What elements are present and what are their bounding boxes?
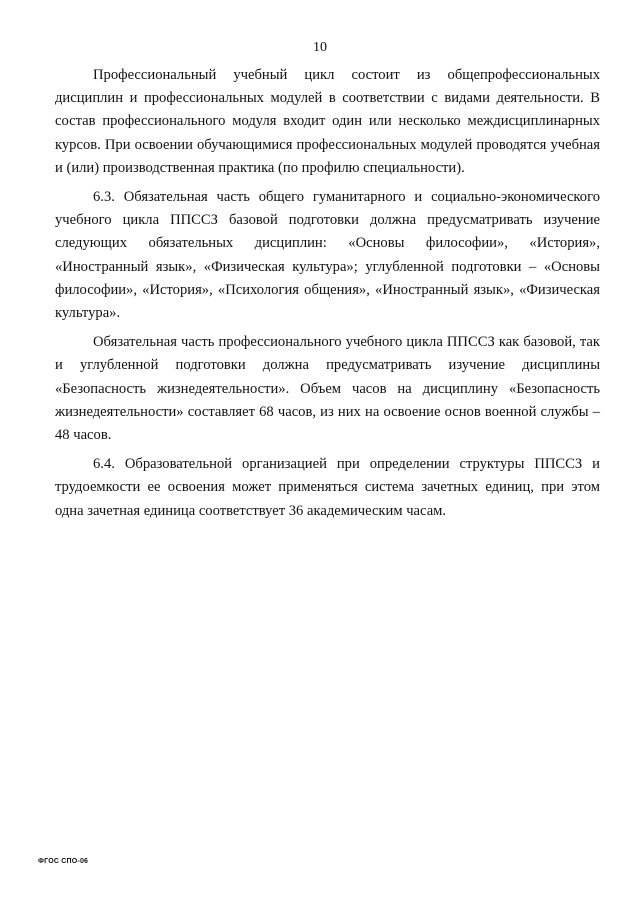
paragraph-life-safety: Обязательная часть профессионального учебного цикла ППССЗ как базовой, так и углубленной подготовки должна предусматривать изучение дисциплины «Безопасность жизнедеятельности». Объем часов на дисциплину «Безопасность жизнедеятельности» составляет 68 часов, из них на освоение основ военной службы – 48 часов. xyxy=(55,334,600,444)
paragraph-6-4: 6.4. Образовательной организацией при определении структуры ППССЗ и трудоемкости ее освоения может применяться система зачетных единиц, при этом одна зачетная единица соответствует 36 академическим часам. xyxy=(55,456,600,519)
footer-document-code: ФГОС СПО-06 xyxy=(38,858,89,865)
paragraph-professional-cycle: Профессиональный учебный цикл состоит из общепрофессиональных дисциплин и профессиональных модулей в соответствии с видами деятельности. В состав профессионального модуля входит один или несколько междисциплинарных курсов. При освоении обучающимися профессиональных модулей проводятся учебная и (или) производственная практика (по профилю специальности). xyxy=(55,67,600,176)
page-number: 10 xyxy=(313,40,327,55)
paragraph-6-3: 6.3. Обязательная часть общего гуманитарного и социально-экономического учебного цикла ППССЗ базовой подготовки должна предусматривать изучение следующих обязательных дисциплин: «Основы философии», «История», «Иностранный язык», «Физическая культура»; углубленной подготовки – «Основы философии», «История», «Психология общения», «Иностранный язык», «Физическая культура». xyxy=(55,189,600,322)
document-body xyxy=(55,64,600,529)
